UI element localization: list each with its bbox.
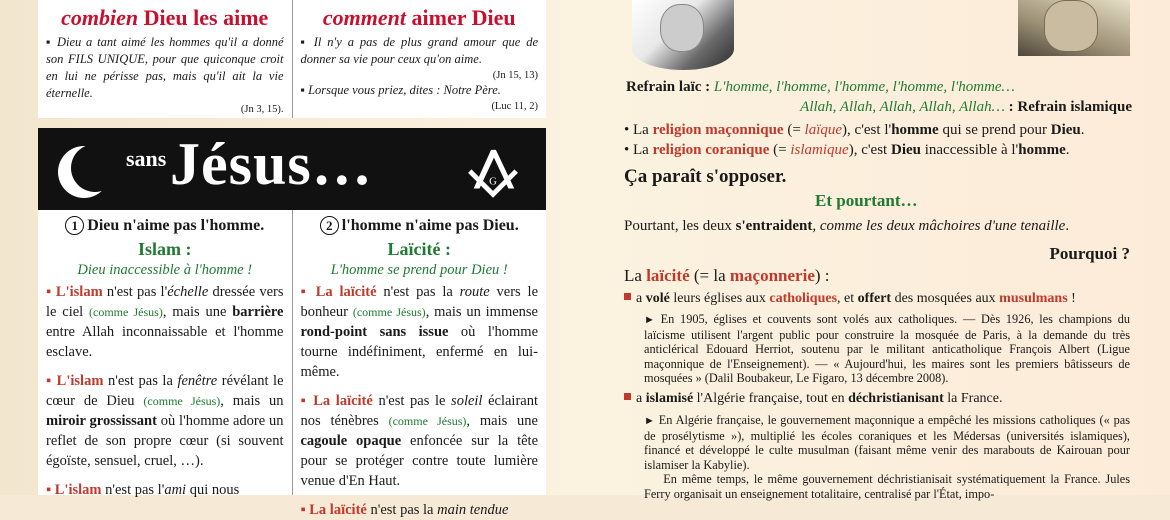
heading-pourquoi: Pourquoi ? — [1049, 244, 1130, 263]
quote-reference: (Jn 15, 13) — [492, 70, 538, 81]
quote-text: ▪ Dieu a tant aimé les hommes qu'il a donné son FILS UNIQUE, pour que quiconque croit en lui ne périsse pas, mais qu'il ait la vie éternelle. — [46, 35, 284, 100]
square-compass-icon — [464, 146, 522, 204]
quote-text: ▪ Lorsque vous priez, dites : Notre Père. — [300, 83, 501, 97]
square-bullet-icon — [624, 293, 631, 300]
top-quote-boxes — [38, 0, 546, 118]
column-laicite — [292, 210, 547, 518]
line-religion-maconnique: • La religion maçonnique (= laïque), c'est l'homme qui se prend pour Dieu. — [624, 122, 1085, 138]
column-heading: 1 Dieu n'aime pas l'homme. — [46, 216, 284, 236]
quote-box-how — [292, 0, 547, 118]
paragraph: ▪ La laïcité n'est pas la route vers le bonheur (comme Jésus), mais un immense rond-point sans issue où l'homme tourne indéfiniment, enfermé en lui-même. — [300, 284, 539, 380]
portrait-right-image — [1018, 0, 1130, 56]
banner-title: Jésus… — [170, 131, 373, 197]
line-religion-coranique: • La religion coranique (= islamique), c'est Dieu inaccessible à l'homme. — [624, 142, 1070, 158]
column-subtitle: L'homme se prend pour Dieu ! — [330, 262, 508, 278]
quote-reference: (Luc 11, 2) — [491, 101, 538, 112]
paragraph: ▪ La laïcité n'est pas le soleil éclairant nos ténèbres (comme Jésus), mais une cagoule opaque enfoncée sur la tête pour se protéger contre toute lumière venue d'En Haut. — [300, 393, 538, 489]
heading-oppose: Ça paraît s'opposer. — [624, 166, 787, 187]
crescent-icon — [58, 146, 110, 198]
quote-reference: (Jn 3, 15). — [240, 104, 284, 115]
banner-sans: sans — [126, 146, 167, 171]
portrait-left-image — [632, 0, 734, 70]
column-title: Islam : — [138, 239, 192, 259]
svg-text:G: G — [489, 176, 497, 188]
column-islam — [38, 210, 292, 498]
paragraph: ▪ L'islam n'est pas la fenêtre révélant le cœur de Dieu (comme Jésus), mais un miroir grossissant où l'homme adore un reflet de son propre cœur (si souvent égoïste, sensuel, cruel, …). — [46, 373, 284, 469]
column-subtitle: Dieu inaccessible à l'homme ! — [77, 262, 253, 278]
paragraph: ▪ La laïcité n'est pas la main tendue — [300, 502, 509, 518]
column-heading: 2 l'homme n'aime pas Dieu. — [301, 216, 539, 236]
comparison-columns — [38, 210, 546, 518]
heading-laicite: La laïcité (= la maçonnerie) : — [624, 266, 830, 285]
square-bullet-icon — [624, 393, 631, 400]
point-vol-eglises: a volé leurs églises aux catholiques, et offert des mosquées aux musulmans ! — [624, 289, 1076, 308]
refrain-laic: Refrain laïc : L'homme, l'homme, l'homme, l'homme, l'homme… — [626, 79, 1015, 95]
note-algerie: ► En Algérie française, le gouvernement maçonnique a empêché les missions catholiques (« pas de prosélytisme »), multiplié les écoles coraniques et les Médersas (universités islamiques), financé et développé le culte musulman (faisant même venir des marabouts de Kairouan pour islamiser la Kabylie). En même temps, le même gouvernement déchristianisait systématiquement la France. Jules Ferry organisait un enseignement totalitaire, centralisé par l'État, impo- — [644, 413, 1131, 501]
quote-box-love — [38, 0, 292, 118]
heading-et-pourtant: Et pourtant… — [815, 191, 918, 210]
paragraph: ▪ L'islam n'est pas l'ami qui nous — [46, 482, 240, 498]
quote-text: ▪ Il n'y a pas de plus grand amour que de donner sa vie pour ceux qu'on aime. — [300, 35, 538, 66]
quote-box-title: comment aimer Dieu — [322, 5, 516, 30]
right-article — [622, 0, 1132, 501]
line-pourtant: Pourtant, les deux s'entraident, comme les deux mâchoires d'une tenaille. — [624, 218, 1070, 234]
point-algerie: a islamisé l'Algérie française, tout en déchristianisant la France. — [624, 389, 1002, 408]
title-banner — [38, 128, 546, 210]
note-1905: ► En 1905, églises et couvents sont volés aux catholiques. — Dès 1926, les champions du laïcisme utilisent l'argent public pour construire la mosquée de Paris, à la demande du très anticlérical Edouard Herriot, soutenu par le militant anticatholique François Albert (Ligue maçonnique de l'Enseignement). — « Aujourd'hui, les maires sont les premiers bâtisseurs de mosquées » (Dalil Boubakeur, Le Figaro, 13 décembre 2008). — [644, 312, 1131, 385]
refrain-islamique: Allah, Allah, Allah, Allah, Allah… : Refrain islamique — [800, 99, 1132, 115]
arrow-icon: ► — [644, 415, 655, 427]
quote-box-title: combien Dieu les aime — [61, 5, 269, 30]
arrow-icon: ► — [644, 314, 655, 326]
column-title: Laïcité : — [387, 239, 451, 259]
paragraph: ▪ L'islam n'est pas l'échelle dressée vers le ciel (comme Jésus), mais une barrière entre Allah inconnaissable et l'homme esclave. — [46, 284, 284, 360]
